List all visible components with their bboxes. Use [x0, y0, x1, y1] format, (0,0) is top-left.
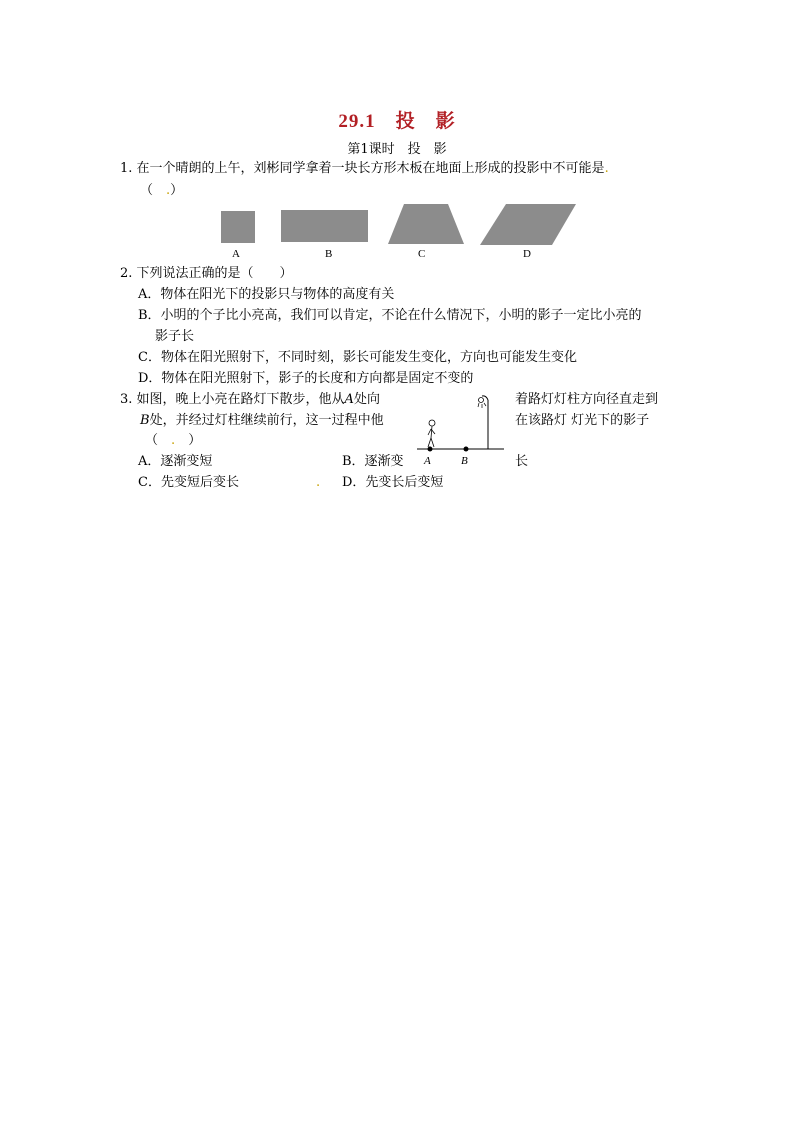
- q3-option-d: D．先变长后变短: [342, 475, 444, 490]
- q3-option-b: B．逐渐变: [342, 454, 404, 469]
- q1-trailing-dot: .: [604, 161, 609, 176]
- q1-shape-trapezoid: [388, 204, 464, 244]
- lamp-ray-3: [484, 403, 486, 406]
- q3-option-b-tail: 长: [515, 454, 529, 469]
- q3-point-a: A: [344, 392, 354, 407]
- q1-label-b: B: [325, 248, 333, 260]
- q1-stem: [120, 160, 609, 178]
- q3-option-a: A．逐渐变短: [138, 454, 213, 469]
- q1-text: 在一个晴朗的上午，刘彬同学拿着一块长方形木板在地面上形成的投影中不可能是: [136, 161, 605, 176]
- q3-point-b: B: [140, 413, 150, 428]
- lamp-ray-1: [478, 403, 479, 407]
- figure-label-b: B: [461, 455, 468, 467]
- q1-answer-paren: （ .）: [140, 183, 184, 198]
- q2-stem: 2. 下列说法正确的是（ ）: [120, 266, 293, 281]
- q3-option-c: C．先变短后变长: [138, 475, 239, 490]
- q2-option-b-cont: 影子长: [155, 329, 195, 344]
- q1-shape-square: [221, 211, 255, 243]
- q2-option-b: B．小明的个子比小亮高，我们可以肯定，不论在什么情况下，小明的影子一定比小亮的: [138, 308, 642, 323]
- point-a-dot: [428, 447, 433, 452]
- figure-label-a: A: [424, 455, 431, 467]
- q3-streetlamp-figure: [412, 390, 508, 468]
- point-b-dot: [464, 447, 469, 452]
- q1-shape-rectangle: [281, 210, 368, 242]
- walking-person-icon: [428, 420, 435, 447]
- lesson-subtitle: 第1课时 投 影: [347, 142, 447, 157]
- q1-label-c: C: [418, 248, 426, 260]
- q3-answer-paren: （ . ）: [145, 433, 202, 448]
- q3-stem-line2-left: B处，并经过灯柱继续前行，这一过程中他: [140, 413, 384, 428]
- q2-option-d: D．物体在阳光照射下，影子的长度和方向都是固定不变的: [138, 371, 474, 386]
- q2-option-a: A．物体在阳光下的投影只与物体的高度有关: [138, 287, 395, 302]
- q1-label-d: D: [523, 248, 531, 260]
- lamp-light-icon: [479, 398, 484, 403]
- q1-shape-parallelogram: [480, 204, 576, 245]
- q1-number: 1.: [120, 161, 133, 176]
- q3-stem-line2-right: 在该路灯 灯光下的影子: [515, 413, 650, 428]
- q3-option-c-dot: .: [316, 475, 321, 490]
- q2-option-c: C．物体在阳光照射下，不同时刻，影长可能发生变化，方向也可能发生变化: [138, 350, 577, 365]
- q3-stem-line1-left: 3. 如图，晚上小亮在路灯下散步，他从A处向: [120, 392, 380, 407]
- q3-stem-line1-right: 着路灯灯柱方向径直走到: [515, 392, 659, 407]
- page-title: 29.1 投 影: [338, 111, 456, 132]
- q1-figure: [215, 200, 580, 262]
- q1-label-a: A: [232, 248, 240, 260]
